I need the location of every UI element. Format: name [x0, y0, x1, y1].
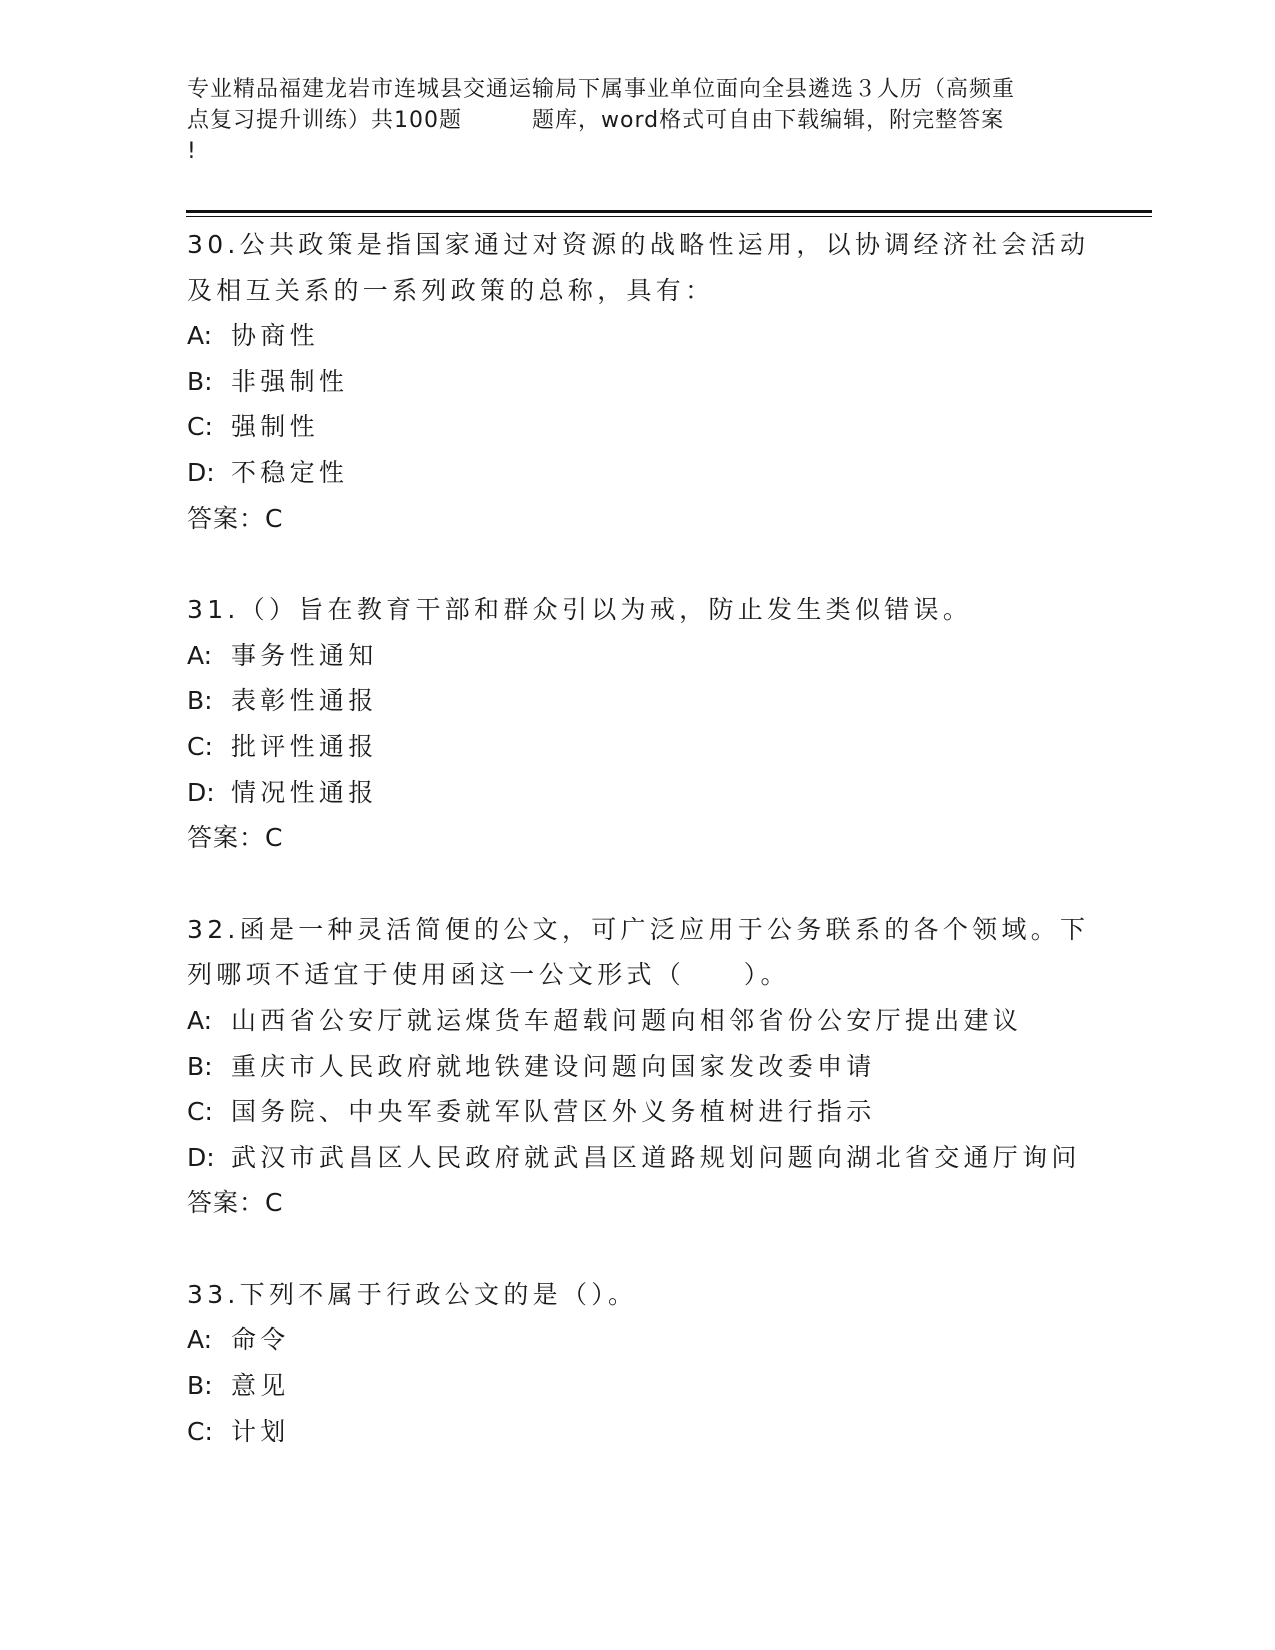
option-text: 国务院、中央军委就军队营区外义务植树进行指示: [231, 1097, 876, 1127]
question-31: [187, 587, 1107, 861]
question-33: [187, 1272, 1107, 1454]
option-b: [187, 678, 1107, 724]
option-key: D:: [187, 457, 215, 487]
option-key: B:: [187, 1371, 213, 1401]
question-stem: 31.（）旨在教育干部和群众引以为戒，防止发生类似错误。: [187, 595, 973, 625]
document-header: [187, 74, 1087, 167]
question-stem: 30.公共政策是指国家通过对资源的战略性运用，以协调经济社会活动: [187, 230, 1090, 259]
option-b: [187, 1363, 1107, 1409]
option-text: 重庆市人民政府就地铁建设问题向国家发改委申请: [231, 1051, 876, 1081]
header-line-1: 专业精品福建龙岩市连城县交通运输局下属事业单位面向全县遴选３人历（高频重: [187, 77, 1016, 102]
option-key: B:: [187, 686, 213, 716]
option-key: B:: [187, 1051, 213, 1081]
question-stem: 列哪项不适宜于使用函这一公文形式（ ）。: [187, 960, 790, 990]
option-text: 协商性: [231, 321, 319, 351]
answer-line: 答案：C: [187, 1188, 284, 1218]
option-b: [187, 359, 1107, 405]
option-key: C:: [187, 412, 213, 442]
option-key: C:: [187, 731, 213, 761]
option-a: [187, 633, 1107, 679]
option-c: [187, 1409, 1107, 1455]
option-d: [187, 1135, 1107, 1181]
option-a: [187, 998, 1107, 1044]
option-key: C:: [187, 1097, 213, 1127]
header-line-2: [187, 105, 1087, 136]
option-c: [187, 404, 1107, 450]
option-a: [187, 1317, 1107, 1363]
option-text: 事务性通知: [231, 640, 378, 670]
option-a: [187, 313, 1107, 359]
option-text: 非强制性: [231, 366, 349, 396]
option-d: [187, 450, 1107, 496]
option-text: 武汉市武昌区人民政府就武昌区道路规划问题向湖北省交通厅询问: [231, 1142, 1081, 1172]
question-32: [187, 907, 1107, 1226]
option-c: [187, 1089, 1107, 1135]
question-stem: 及相互关系的一系列政策的总称，具有：: [187, 275, 715, 305]
question-stem: 33.下列不属于行政公文的是（）。: [187, 1279, 638, 1309]
option-c: [187, 724, 1107, 770]
option-key: A:: [187, 640, 213, 670]
option-text: 命令: [231, 1325, 290, 1355]
option-key: A:: [187, 321, 213, 351]
answer-line: 答案：C: [187, 823, 284, 853]
option-text: 计划: [231, 1416, 290, 1446]
option-text: 山西省公安厅就运煤货车超载问题向相邻省份公安厅提出建议: [231, 1005, 1023, 1035]
option-b: [187, 1044, 1107, 1090]
answer-line: 答案：C: [187, 503, 284, 533]
option-d: [187, 770, 1107, 816]
option-key: A:: [187, 1005, 213, 1035]
option-text: 批评性通报: [231, 731, 378, 761]
question-stem: 32.函是一种灵活简便的公文，可广泛应用于公务联系的各个领域。下: [187, 914, 1090, 944]
header-divider-thin: [186, 216, 1152, 217]
option-text: 意见: [231, 1371, 290, 1401]
header-line-3: !: [187, 139, 197, 164]
header-line-2-a: 点复习提升训练）共100题: [187, 108, 462, 133]
option-text: 不稳定性: [231, 457, 349, 487]
option-key: D:: [187, 1142, 215, 1172]
option-key: B:: [187, 366, 213, 396]
option-key: A:: [187, 1325, 213, 1355]
option-key: C:: [187, 1416, 213, 1446]
option-text: 情况性通报: [231, 777, 378, 807]
question-list: [187, 222, 1107, 1500]
header-divider-thick: [186, 210, 1152, 213]
header-line-2-b: 题库，word格式可自由下载编辑，附完整答案: [532, 108, 1005, 133]
option-key: D:: [187, 777, 215, 807]
option-text: 表彰性通报: [231, 686, 378, 716]
question-30: [187, 222, 1107, 541]
option-text: 强制性: [231, 412, 319, 442]
